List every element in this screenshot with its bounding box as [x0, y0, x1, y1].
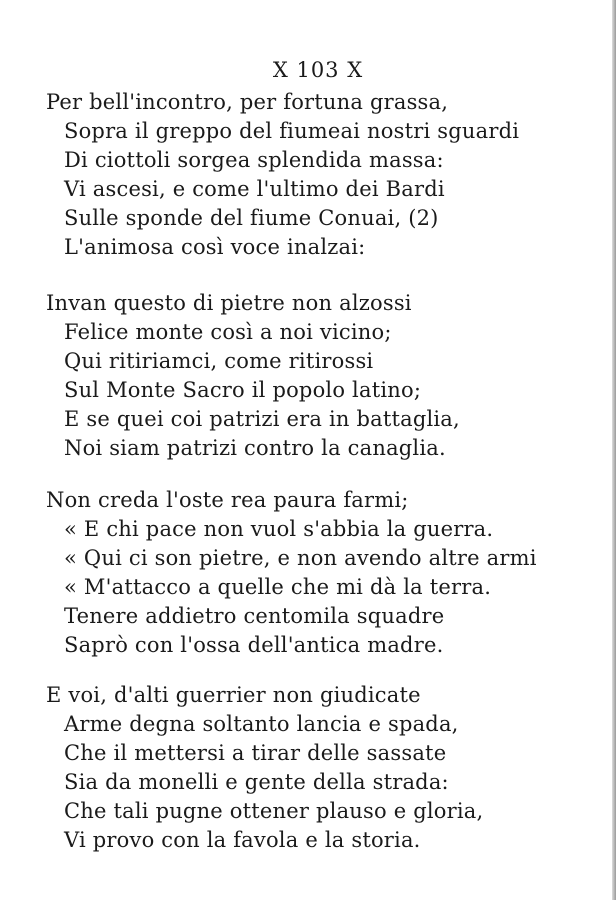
- verse-line: Tenere addietro centomila squadre: [64, 604, 445, 628]
- verse-line: Che tali pugne ottener plauso e gloria,: [64, 799, 484, 823]
- verse-line: Sul Monte Sacro il popolo latino;: [64, 378, 422, 402]
- verse-line: Per bell'incontro, per fortuna grassa,: [46, 90, 449, 114]
- verse-line: Sia da monelli e gente della strada:: [64, 770, 449, 794]
- page-number-header: X 103 X: [272, 58, 364, 82]
- verse-line: L'animosa così voce inalzai:: [64, 235, 366, 259]
- page-edge-shadow: [612, 0, 616, 900]
- stanza-4: [46, 681, 483, 855]
- verse-line: Non creda l'oste rea paura farmi;: [46, 488, 409, 512]
- verse-line: Vi provo con la favola e la storia.: [64, 828, 421, 852]
- verse-line: Invan questo di pietre non alzossi: [46, 291, 412, 315]
- verse-line: Di ciottoli sorgea splendida massa:: [64, 148, 444, 172]
- verse-line: « M'attacco a quelle che mi dà la terra.: [64, 575, 492, 599]
- verse-line: Vi ascesi, e come l'ultimo dei Bardi: [64, 177, 445, 201]
- verse-line: Arme degna soltanto lancia e spada,: [64, 712, 459, 736]
- verse-line: E voi, d'alti guerrier non giudicate: [46, 683, 421, 707]
- verse-line: Qui ritiriamci, come ritirossi: [64, 349, 374, 373]
- stanza-3: [46, 486, 537, 660]
- verse-line: « E chi pace non vuol s'abbia la guerra.: [64, 517, 494, 541]
- verse-line: Felice monte così a noi vicino;: [64, 320, 392, 344]
- verse-line: Sulle sponde del fiume Conuai, (2): [64, 206, 439, 230]
- verse-line: Saprò con l'ossa dell'antica madre.: [64, 633, 444, 657]
- verse-line: E se quei coi patrizi era in battaglia,: [64, 407, 460, 431]
- verse-line: Che il mettersi a tirar delle sassate: [64, 741, 447, 765]
- verse-line: « Qui ci son pietre, e non avendo altre armi: [64, 546, 537, 570]
- verse-line: Sopra il greppo del fiumeai nostri sguardi: [64, 119, 520, 143]
- stanza-2: [46, 289, 460, 463]
- verse-line: Noi siam patrizi contro la canaglia.: [64, 436, 446, 460]
- stanza-1: [46, 88, 519, 262]
